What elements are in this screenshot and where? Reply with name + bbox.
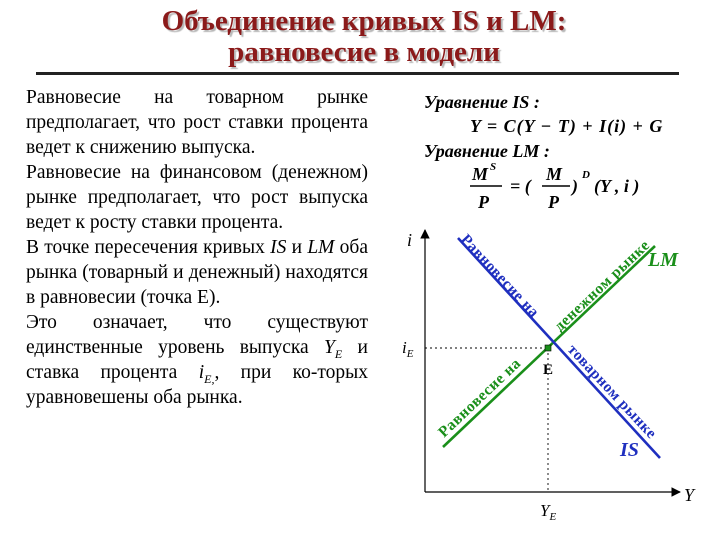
ye-label: $Y_E$ (540, 501, 557, 523)
p4-y: Y (324, 337, 335, 358)
title-underline (36, 72, 679, 75)
p3-text-a: В точке пересечения кривых (26, 237, 271, 258)
paragraph-money-market: Равновесие на финансовом (денежном) рынке предполагает, что рост выпуска ведет к росту ставки процента. (26, 162, 368, 233)
equilibrium-point (545, 345, 551, 351)
p4-text-a: Это означает, что существуют единственные уровень выпуска (26, 312, 368, 358)
lm-right-numerator: M (546, 164, 563, 184)
title-line-1: Объединение кривых IS и LM: (161, 5, 567, 37)
lm-curve-label: LM (648, 249, 678, 271)
lm-args: (Y , i ) (594, 176, 640, 196)
lm-right-denominator: P (548, 192, 559, 212)
is-text-upper: Равновесие на (457, 231, 543, 322)
lm-left-numerator: M (472, 164, 489, 184)
lm-right-sup: D (582, 169, 590, 181)
lm-equation-formula (424, 158, 724, 218)
explanation-text (26, 85, 368, 410)
p4-text-c: , при ко-торых уравновешены оба рынка. (26, 362, 368, 408)
is-text-lower: товарном рынке (564, 341, 660, 443)
lm-equation-label: Уравнение LM : (424, 141, 550, 161)
p3-text-b: и (286, 237, 308, 258)
paragraph-intersection (26, 235, 368, 310)
is-equation-formula: Y = C(Y − T) + I(i) + G (470, 116, 664, 136)
p4-i-sub: E, (204, 371, 215, 386)
lm-text-lower: Равновесие на (435, 354, 525, 441)
lm-left-denominator: P (478, 192, 489, 212)
p3-text-c: оба рынка (товарный и денежный) находятся в равновесии (точка Е). (26, 237, 368, 308)
p3-is: IS (270, 237, 287, 258)
slide-title (0, 6, 728, 68)
p4-y-sub: E (334, 346, 343, 361)
ie-label: $i_E$ (402, 338, 414, 360)
lm-text-upper: денежном рынке (551, 236, 654, 335)
is-curve-label: IS (620, 439, 639, 461)
paragraph-meaning (26, 310, 368, 410)
p4-i: i (198, 362, 205, 383)
p3-lm: LM (307, 237, 335, 258)
is-equation-label: Уравнение IS : (424, 92, 540, 112)
paragraph-goods-market: Равновесие на товарном рынке предполагает, что рост ставки процента ведет к снижению выпуска. (26, 87, 368, 158)
lm-left-sup: S (490, 161, 497, 173)
is-lm-diagram (380, 210, 720, 540)
axis-y-label: i (407, 230, 413, 250)
p4-text-b: и ставка процента (26, 337, 368, 383)
equilibrium-point-label: E (543, 362, 554, 378)
lm-right-close: ) (572, 176, 578, 196)
axis-x-label: Y (684, 485, 695, 505)
title-line-2: равновесие в модели (228, 36, 500, 68)
lm-equals: = ( (510, 176, 531, 196)
